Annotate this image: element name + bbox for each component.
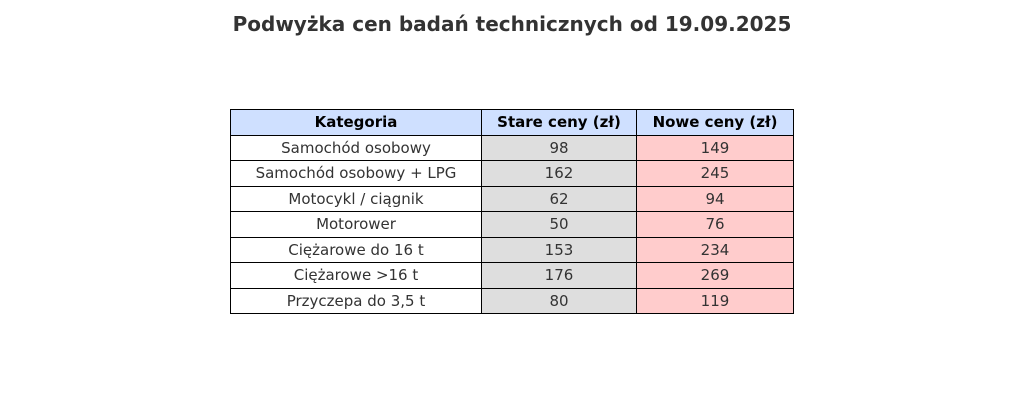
category-cell: Ciężarowe >16 t (231, 263, 482, 289)
old-price-cell: 98 (482, 135, 637, 161)
table-body (231, 135, 794, 314)
new-price-cell: 94 (637, 186, 794, 212)
new-price-cell: 234 (637, 237, 794, 263)
old-price-cell: 176 (482, 263, 637, 289)
new-price-cell: 76 (637, 212, 794, 238)
column-header-old-price: Stare ceny (zł) (482, 110, 637, 136)
table-header-row (231, 110, 794, 136)
table-row (231, 288, 794, 314)
old-price-cell: 50 (482, 212, 637, 238)
table-row (231, 161, 794, 187)
column-header-category: Kategoria (231, 110, 482, 136)
old-price-cell: 162 (482, 161, 637, 187)
table-row (231, 135, 794, 161)
table-row (231, 212, 794, 238)
chart-title: Podwyżka cen badań technicznych od 19.09.2025 (232, 12, 792, 36)
old-price-cell: 62 (482, 186, 637, 212)
category-cell: Samochód osobowy + LPG (231, 161, 482, 187)
new-price-cell: 119 (637, 288, 794, 314)
category-cell: Przyczepa do 3,5 t (231, 288, 482, 314)
category-cell: Samochód osobowy (231, 135, 482, 161)
new-price-cell: 245 (637, 161, 794, 187)
table-row (231, 186, 794, 212)
column-header-new-price: Nowe ceny (zł) (637, 110, 794, 136)
category-cell: Ciężarowe do 16 t (231, 237, 482, 263)
category-cell: Motorower (231, 212, 482, 238)
table-row (231, 237, 794, 263)
category-cell: Motocykl / ciągnik (231, 186, 482, 212)
old-price-cell: 80 (482, 288, 637, 314)
new-price-cell: 149 (637, 135, 794, 161)
old-price-cell: 153 (482, 237, 637, 263)
price-table (230, 109, 794, 314)
new-price-cell: 269 (637, 263, 794, 289)
table-row (231, 263, 794, 289)
